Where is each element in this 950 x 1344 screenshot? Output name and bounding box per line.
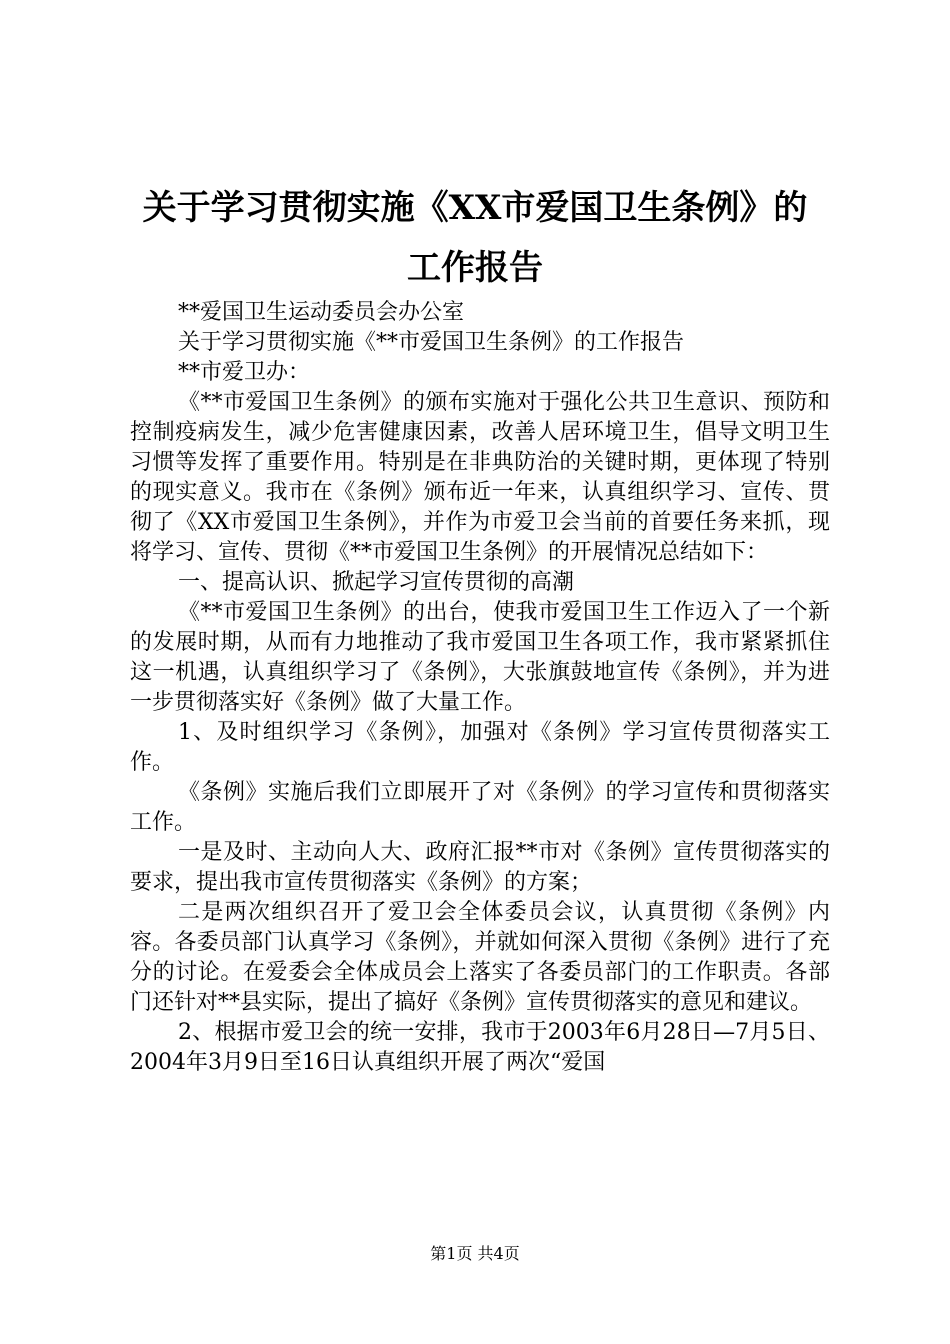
page-number-footer: 第1页 共4页 — [430, 1244, 520, 1263]
paragraph-point-2: 二是两次组织召开了爱卫会全体委员会议，认真贯彻《条例》内容。各委员部门认真学习《条例》，并就如何深入贯彻《条例》进行了充分的讨论。在爱委会全体成员会上落实了各委员部门的工作职责。各部门还针对**县实际，提出了搞好《条例》宣传贯彻落实的意见和建议。 — [130, 900, 830, 1015]
paragraph-section-1: 《**市爱国卫生条例》的出台，使我市爱国卫生工作迈入了一个新的发展时期，从而有力地推动了我市爱国卫生各项工作，我市紧紧抓住这一机遇，认真组织学习了《条例》，大张旗鼓地宣传《条例》，并为进一步贯彻落实好《条例》做了大量工作。 — [130, 600, 830, 715]
paragraph-report-subtitle: 关于学习贯彻实施《**市爱国卫生条例》的工作报告 — [178, 330, 685, 355]
document-title-line-2: 工作报告 — [407, 248, 543, 288]
paragraph-item-1-detail: 《条例》实施后我们立即展开了对《条例》的学习宣传和贯彻落实工作。 — [130, 780, 830, 835]
paragraph-point-1: 一是及时、主动向人大、政府汇报**市对《条例》宣传贯彻落实的要求，提出我市宣传贯彻落实《条例》的方案； — [130, 840, 830, 895]
paragraph-intro: 《**市爱国卫生条例》的颁布实施对于强化公共卫生意识、预防和控制疫病发生，减少危害健康因素，改善人居环境卫生，倡导文明卫生习惯等发挥了重要作用。特别是在非典防治的关键时期，更体现了特别的现实意义。我市在《条例》颁布近一年来，认真组织学习、宣传、贯彻了《XX市爱国卫生条例》，并作为市爱卫会当前的首要任务来抓，现将学习、宣传、贯彻《**市爱国卫生条例》的开展情况总结如下： — [130, 390, 830, 565]
paragraph-office-name: **爱国卫生运动委员会办公室 — [178, 300, 465, 325]
paragraph-recipient: **市爱卫办： — [178, 360, 311, 385]
document-body — [130, 298, 830, 1078]
paragraph-item-1: 1、及时组织学习《条例》，加强对《条例》学习宣传贯彻落实工作。 — [130, 720, 830, 775]
document-title-line-1: 关于学习贯彻实施《XX市爱国卫生条例》的 — [142, 188, 808, 228]
paragraph-item-2: 2、根据市爱卫会的统一安排，我市于2003年6月28日—7月5日、2004年3月9日至16日认真组织开展了两次“爱国 — [130, 1020, 830, 1075]
section-heading-1: 一、提高认识、掀起学习宣传贯彻的高潮 — [178, 570, 575, 595]
